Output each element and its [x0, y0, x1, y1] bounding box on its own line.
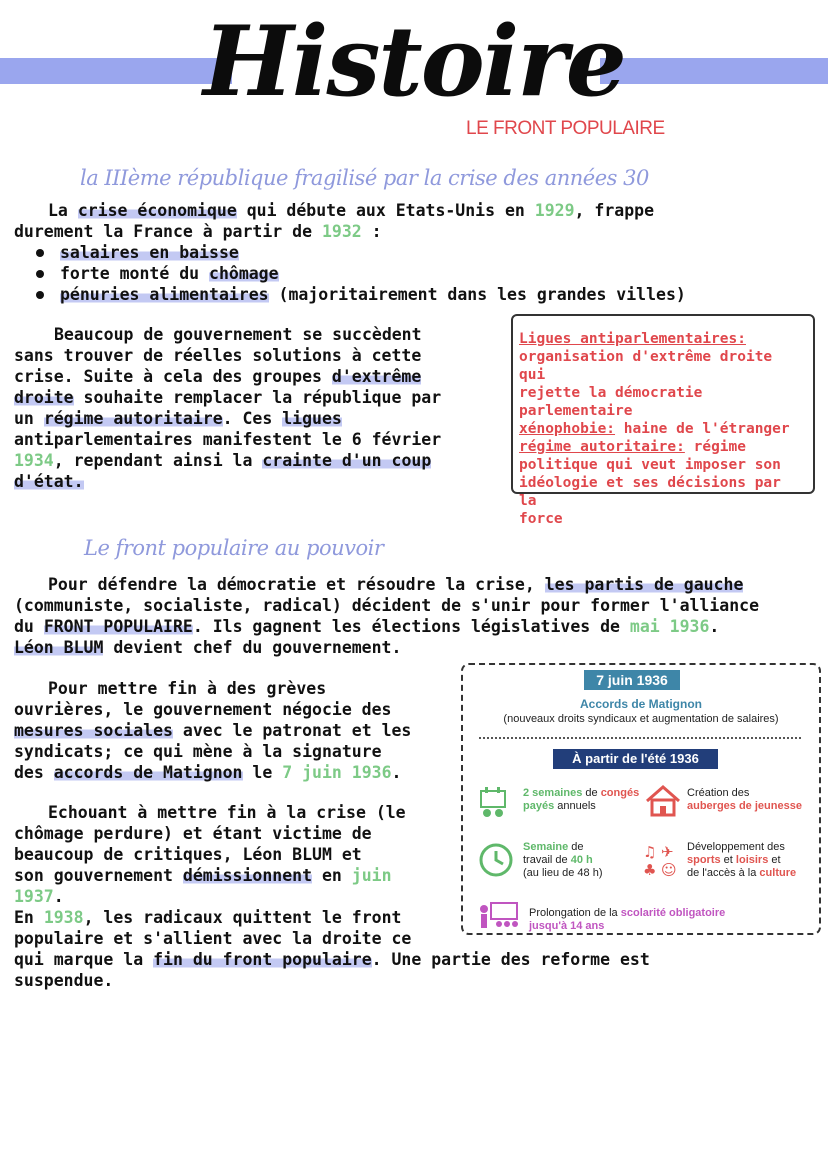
page-subtitle: LE FRONT POPULAIRE: [466, 118, 665, 139]
section-2-title: Le front populaire au pouvoir: [84, 536, 384, 560]
definition-term: régime autoritaire:: [519, 439, 685, 455]
section-2-paragraph-3: Echouant à mettre fin à la crise (le chômage perdure) et étant victime de beaucoup de critiques, Léon BLUM et son gouvernement démissionnent en juin 1937. En 1938, les radicaux quittent le front populaire et s'allient avec la droite ce qui marque la fin du front populaire. Une partie des reforme est suspendue.: [14, 803, 650, 990]
list-item: salaires en baisse: [30, 242, 820, 263]
matignon-infographic: [461, 663, 821, 935]
house-icon: [643, 781, 683, 821]
section-1-paragraph-2: Beaucoup de gouvernement se succèdent sans trouver de réelles solutions à cette crise. Suite à cela des groupes d'extrême droite souhaite remplacer la république par un régime autoritaire. Ces ligues antiparlementaires manifestent le 6 février 1934, rependant ainsi la crainte d'un coup d'état.: [14, 325, 442, 491]
section-1-intro: La crise économique qui débute aux Etats-Unis en 1929, frappe durement la France à partir de 1932 :: [14, 201, 655, 241]
definition-term: xénophobie:: [519, 421, 616, 437]
section-1-title: la IIIème république fragilisé par la crise des années 30: [80, 166, 649, 190]
list-item: pénuries alimentaires (majoritairement dans les grandes villes): [30, 284, 820, 305]
section-1-bullet-list: [30, 242, 820, 305]
section-2-paragraph-2: Pour mettre fin à des grèves ouvrières, le gouvernement négocie des mesures sociales avec le patronat et les syndicats; ce qui mène à la signature des accords de Matignon le 7 juin 1936.: [14, 679, 412, 782]
section-2-paragraph-1: Pour défendre la démocratie et résoudre la crise, les partis de gauche (communiste, socialiste, radical) décident de s'unir pour former l'alliance du FRONT POPULAIRE. Ils gagnent les élections législatives de mai 1936. Léon BLUM devient chef du gouvernement.: [14, 575, 760, 657]
accords-title: Accords de Matignon: [579, 697, 702, 711]
definitions-box: Ligues antiparlementaires: organisation d'extrême droite qui rejette la démocratie parlementaire xénophobie: haine de l'étranger régime autoritaire: régime politique qui veut imposer son idéologie et ses décisions par la force: [511, 314, 815, 494]
definition-term: Ligues antiparlementaires:: [519, 331, 746, 347]
item-auberges: Création des auberges de jeunesse: [687, 787, 802, 812]
svg-text:✈: ✈: [661, 843, 674, 861]
svg-text:♫: ♫: [643, 843, 657, 861]
school-icon: [477, 901, 521, 931]
date-badge: 7 juin 1936: [584, 670, 680, 690]
accords-subtitle: (nouveaux droits syndicaux et augmentation de salaires): [503, 713, 779, 725]
item-loisirs: Développement des sports et loisirs et de l'accès à la culture: [687, 841, 797, 879]
vacation-icon: [475, 783, 515, 823]
item-conges: 2 semaines de congés payés annuels: [523, 787, 640, 812]
svg-text:☺: ☺: [661, 861, 677, 879]
dotted-divider: [479, 737, 801, 739]
page-title: Histoire: [203, 5, 625, 118]
leisure-icon: [641, 841, 681, 879]
list-item: forte monté du chômage: [30, 263, 820, 284]
item-semaine: Semaine de travail de 40 h (au lieu de 48 h): [523, 841, 603, 879]
clock-icon: [477, 841, 515, 879]
summer-badge: À partir de l'été 1936: [553, 749, 718, 769]
svg-text:♣: ♣: [643, 861, 657, 879]
item-scolarite: Prolongation de la scolarité obligatoire jusqu'à 14 ans: [529, 907, 726, 932]
